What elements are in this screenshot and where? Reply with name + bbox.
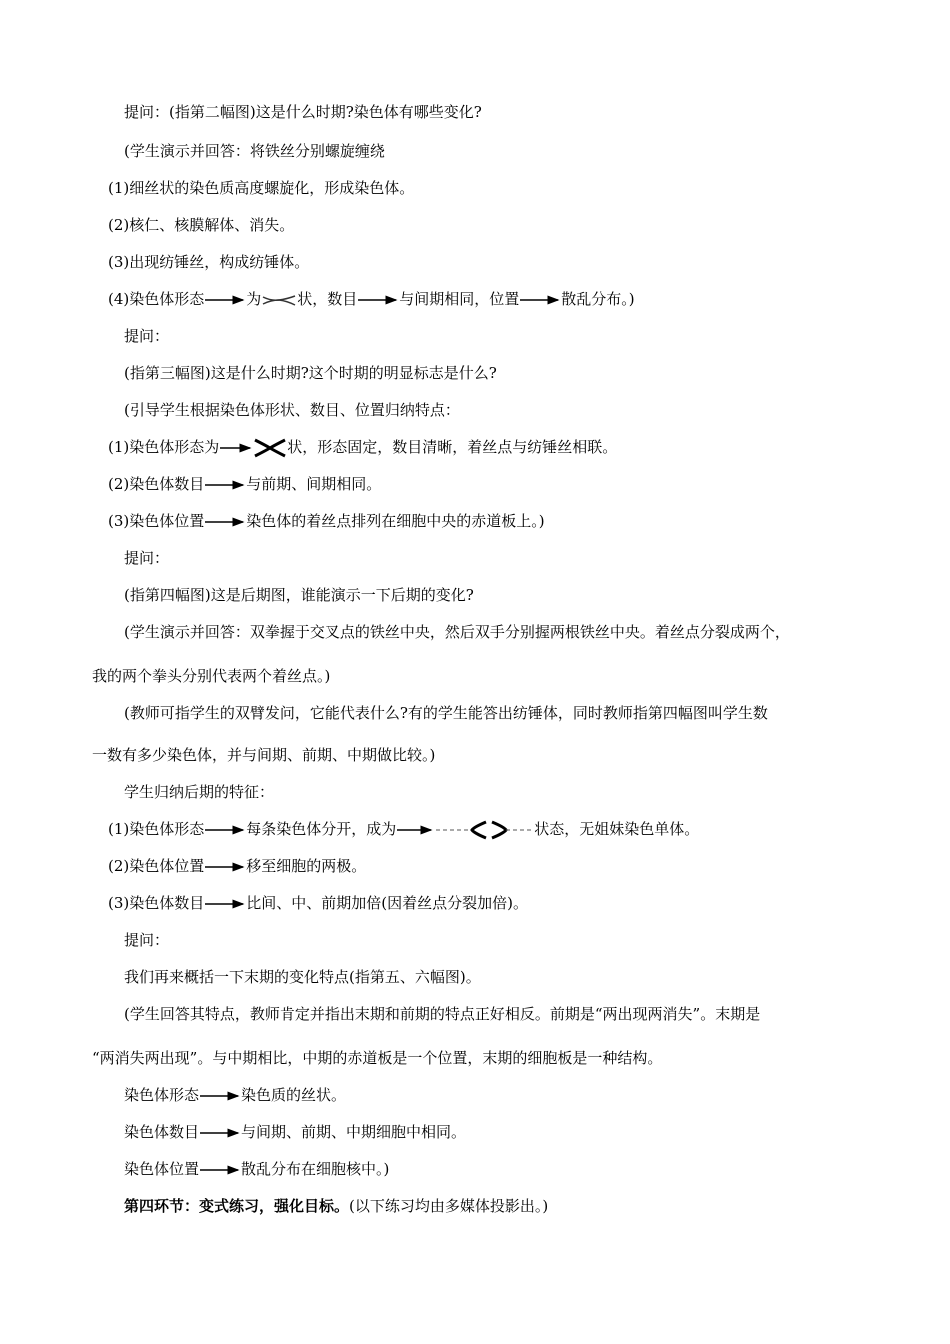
- anaphase-point-3: [108, 893, 528, 913]
- anaphase-summary-intro: 学生归纳后期的特征：: [124, 783, 275, 801]
- arrow-icon: [200, 1165, 240, 1175]
- text: (3)染色体数目: [108, 894, 205, 912]
- anaphase-point-2: [108, 856, 366, 876]
- text: (1)染色体形态为: [108, 438, 220, 456]
- text: 染色体形态: [124, 1086, 200, 1104]
- text: 散乱分布在细胞核中。): [241, 1160, 390, 1178]
- text: 与间期、前期、中期细胞中相同。: [241, 1123, 467, 1141]
- question-1: 提问：(指第二幅图)这是什么时期?染色体有哪些变化?: [124, 103, 482, 121]
- chromosome-prophase-icon: [261, 293, 297, 307]
- arrow-icon: [205, 295, 245, 305]
- student-demo-cont: 我的两个拳头分别代表两个着丝点。): [92, 667, 331, 685]
- text: 与前期、间期相同。: [246, 475, 382, 493]
- chromosome-anaphase-icon: [434, 819, 534, 841]
- section-heading: [124, 1196, 548, 1216]
- text: 染色体位置: [124, 1160, 200, 1178]
- text: 染色质的丝状。: [241, 1086, 347, 1104]
- metaphase-point-2: [108, 474, 381, 494]
- text: (2)染色体位置: [108, 857, 205, 875]
- student-answer-telophase-cont: “两消失两出现”。与中期相比，中期的赤道板是一个位置，末期的细胞板是一种结构。: [92, 1049, 663, 1067]
- question-label: 提问：: [124, 931, 170, 949]
- text: (4)染色体形态: [108, 290, 205, 308]
- prophase-point-1: (1)细丝状的染色质高度螺旋化，形成染色体。: [108, 179, 415, 197]
- student-answer-telophase: (学生回答其特点，教师肯定并指出末期和前期的特点正好相反。前期是“两出现两消失”。末期是: [124, 1005, 761, 1023]
- arrow-icon: [200, 1128, 240, 1138]
- arrow-icon: [200, 1091, 240, 1101]
- prophase-point-2: (2)核仁、核膜解体、消失。: [108, 216, 295, 234]
- metaphase-point-1: [108, 437, 617, 459]
- text: 为: [246, 290, 262, 308]
- text: (2)染色体数目: [108, 475, 205, 493]
- teacher-prompt: (教师可指学生的双臂发问，它能代表什么?有的学生能答出纺锤体，同时教师指第四幅图叫学生数: [124, 704, 768, 722]
- prophase-point-4: [108, 289, 635, 309]
- question-3: (指第四幅图)这是后期图，谁能演示一下后期的变化?: [124, 586, 474, 604]
- telophase-summary-intro: 我们再来概括一下末期的变化特点(指第五、六幅图)。: [124, 968, 481, 986]
- text: 移至细胞的两极。: [246, 857, 367, 875]
- text: 散乱分布。): [561, 290, 635, 308]
- arrow-icon: [205, 899, 245, 909]
- arrow-icon: [205, 480, 245, 490]
- text: 染色体的着丝点排列在细胞中央的赤道板上。): [246, 512, 545, 530]
- text: 染色体数目: [124, 1123, 200, 1141]
- text: 与间期相同，位置: [399, 290, 520, 308]
- telophase-point-2: [124, 1122, 466, 1142]
- question-2: (指第三幅图)这是什么时期?这个时期的明显标志是什么?: [124, 364, 497, 382]
- text: 每条染色体分开，成为: [246, 820, 397, 838]
- text: 状态，无姐妹染色单体。: [534, 820, 700, 838]
- metaphase-point-3: [108, 511, 545, 531]
- teacher-prompt-cont: 一数有多少染色体，并与间期、前期、中期做比较。): [92, 746, 436, 764]
- text: 比间、中、前期加倍(因着丝点分裂加倍)。: [246, 894, 528, 912]
- chromosome-metaphase-icon: [253, 437, 287, 459]
- section-title: 第四环节：变式练习，强化目标。: [124, 1197, 350, 1215]
- question-label: 提问：: [124, 327, 170, 345]
- arrow-icon: [358, 295, 398, 305]
- student-demo: (学生演示并回答：双拳握于交叉点的铁丝中央，然后双手分别握两根铁丝中央。着丝点分裂成两个，: [124, 623, 790, 641]
- arrow-icon: [520, 295, 560, 305]
- telophase-point-1: [124, 1085, 346, 1105]
- arrow-icon: [397, 825, 433, 835]
- student-answer-intro: (学生演示并回答：将铁丝分别螺旋缠绕: [124, 142, 385, 160]
- text: 状，形态固定，数目清晰，着丝点与纺锤丝相联。: [287, 438, 618, 456]
- arrow-icon: [205, 517, 245, 527]
- text: (1)染色体形态: [108, 820, 205, 838]
- section-note: (以下练习均由多媒体投影出。): [349, 1197, 549, 1215]
- text: (3)染色体位置: [108, 512, 205, 530]
- guide-intro: (引导学生根据染色体形状、数目、位置归纳特点：: [124, 401, 460, 419]
- arrow-icon: [220, 443, 252, 453]
- arrow-icon: [205, 825, 245, 835]
- text: 状，数目: [297, 290, 358, 308]
- prophase-point-3: (3)出现纺锤丝，构成纺锤体。: [108, 253, 310, 271]
- anaphase-point-1: [108, 819, 699, 841]
- arrow-icon: [205, 862, 245, 872]
- telophase-point-3: [124, 1159, 389, 1179]
- question-label: 提问：: [124, 549, 170, 567]
